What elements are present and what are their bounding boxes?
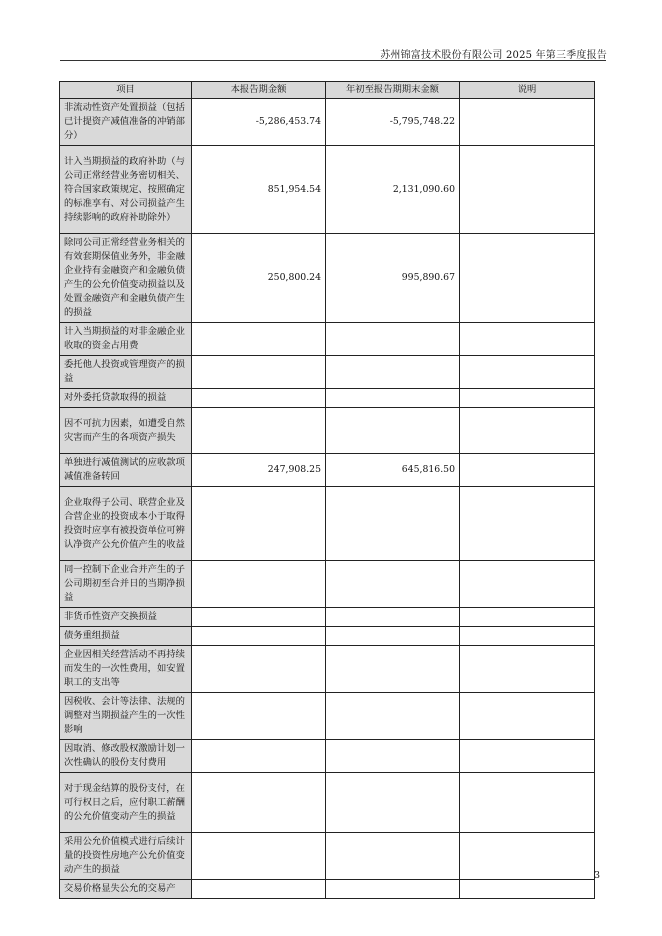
row-ytd-amount (326, 608, 460, 627)
row-item-label: 采用公允价值模式进行后续计量的投资性房地产公允价值变动产生的损益 (60, 833, 192, 880)
row-item-label: 非货币性资产交换损益 (60, 608, 192, 627)
row-note (460, 356, 595, 389)
row-current-period-amount: 851,954.54 (192, 146, 326, 234)
row-current-period-amount: -5,286,453.74 (192, 99, 326, 146)
row-ytd-amount (326, 487, 460, 561)
row-current-period-amount (192, 833, 326, 880)
row-item-label: 计入当期损益的政府补助（与公司正常经营业务密切相关、符合国家政策规定、按照确定的标准享有、对公司损益产生持续影响的政府补助除外） (60, 146, 192, 234)
row-ytd-amount (326, 646, 460, 693)
row-note (460, 693, 595, 740)
table-row (60, 487, 595, 561)
row-note (460, 627, 595, 646)
row-item-label: 债务重组损益 (60, 627, 192, 646)
row-item-label: 同一控制下企业合并产生的子公司期初至合并日的当期净损益 (60, 561, 192, 608)
row-current-period-amount (192, 487, 326, 561)
row-note (460, 389, 595, 408)
row-note (460, 487, 595, 561)
row-current-period-amount (192, 773, 326, 833)
row-current-period-amount (192, 646, 326, 693)
page-number: 3 (593, 870, 600, 881)
row-item-label: 对于现金结算的股份支付，在可行权日之后，应付职工薪酬的公允价值变动产生的损益 (60, 773, 192, 833)
row-current-period-amount (192, 408, 326, 454)
table-row (60, 356, 595, 389)
table-row (60, 773, 595, 833)
row-note (460, 146, 595, 234)
row-current-period-amount: 247,908.25 (192, 454, 326, 487)
row-ytd-amount (326, 356, 460, 389)
row-ytd-amount: 2,131,090.60 (326, 146, 460, 234)
row-current-period-amount (192, 693, 326, 740)
row-note (460, 454, 595, 487)
row-note (460, 880, 595, 899)
table-header-row (60, 82, 595, 99)
table-body (60, 99, 595, 899)
row-current-period-amount (192, 323, 326, 356)
table-row (60, 146, 595, 234)
row-note (460, 740, 595, 773)
table-row (60, 234, 595, 323)
table-row (60, 561, 595, 608)
row-item-label: 企业因相关经营活动不再持续而发生的一次性费用，如安置职工的支出等 (60, 646, 192, 693)
table-row (60, 880, 595, 899)
row-ytd-amount (326, 323, 460, 356)
row-current-period-amount (192, 356, 326, 389)
row-ytd-amount (326, 627, 460, 646)
non-recurring-items-table (59, 81, 595, 899)
table-row (60, 693, 595, 740)
row-item-label: 除同公司正常经营业务相关的有效套期保值业务外，非金融企业持有金融资产和金融负债产生的公允价值变动损益以及处置金融资产和金融负债产生的损益 (60, 234, 192, 323)
table-row (60, 389, 595, 408)
row-current-period-amount (192, 608, 326, 627)
row-note (460, 608, 595, 627)
table-row (60, 740, 595, 773)
row-item-label: 对外委托贷款取得的损益 (60, 389, 192, 408)
table-row (60, 608, 595, 627)
row-ytd-amount (326, 389, 460, 408)
table-row (60, 99, 595, 146)
row-current-period-amount (192, 389, 326, 408)
row-current-period-amount (192, 740, 326, 773)
row-note (460, 833, 595, 880)
row-item-label: 非流动性资产处置损益（包括已计提资产减值准备的冲销部分） (60, 99, 192, 146)
row-item-label: 计入当期损益的对非金融企业收取的资金占用费 (60, 323, 192, 356)
table-row (60, 627, 595, 646)
row-note (460, 773, 595, 833)
header-divider (60, 60, 606, 61)
row-ytd-amount (326, 773, 460, 833)
table-row (60, 408, 595, 454)
row-ytd-amount (326, 693, 460, 740)
row-ytd-amount: 995,890.67 (326, 234, 460, 323)
row-item-label: 单独进行减值测试的应收款项减值准备转回 (60, 454, 192, 487)
row-note (460, 99, 595, 146)
row-note (460, 646, 595, 693)
row-item-label: 企业取得子公司、联营企业及合营企业的投资成本小于取得投资时应享有被投资单位可辨认净资产公允价值产生的收益 (60, 487, 192, 561)
row-ytd-amount (326, 833, 460, 880)
row-ytd-amount (326, 408, 460, 454)
column-header-ytd: 年初至报告期期末金额 (326, 82, 460, 99)
row-item-label: 因税收、会计等法律、法规的调整对当期损益产生的一次性影响 (60, 693, 192, 740)
row-note (460, 561, 595, 608)
table-row (60, 454, 595, 487)
table-row (60, 646, 595, 693)
row-current-period-amount: 250,800.24 (192, 234, 326, 323)
column-header-current-period: 本报告期金额 (192, 82, 326, 99)
table-row (60, 323, 595, 356)
report-header-title: 苏州锦富技术股份有限公司 2025 年第三季度报告 (380, 50, 607, 61)
row-item-label: 委托他人投资或管理资产的损益 (60, 356, 192, 389)
row-current-period-amount (192, 561, 326, 608)
row-item-label: 交易价格显失公允的交易产 (60, 880, 192, 899)
row-ytd-amount: 645,816.50 (326, 454, 460, 487)
row-item-label: 因取消、修改股权激励计划一次性确认的股份支付费用 (60, 740, 192, 773)
table-row (60, 833, 595, 880)
row-ytd-amount: -5,795,748.22 (326, 99, 460, 146)
row-note (460, 408, 595, 454)
row-ytd-amount (326, 880, 460, 899)
row-note (460, 234, 595, 323)
row-ytd-amount (326, 561, 460, 608)
column-header-note: 说明 (460, 82, 595, 99)
row-note (460, 323, 595, 356)
row-ytd-amount (326, 740, 460, 773)
row-current-period-amount (192, 880, 326, 899)
row-current-period-amount (192, 627, 326, 646)
column-header-item: 项目 (60, 82, 192, 99)
row-item-label: 因不可抗力因素，如遭受自然灾害而产生的各项资产损失 (60, 408, 192, 454)
